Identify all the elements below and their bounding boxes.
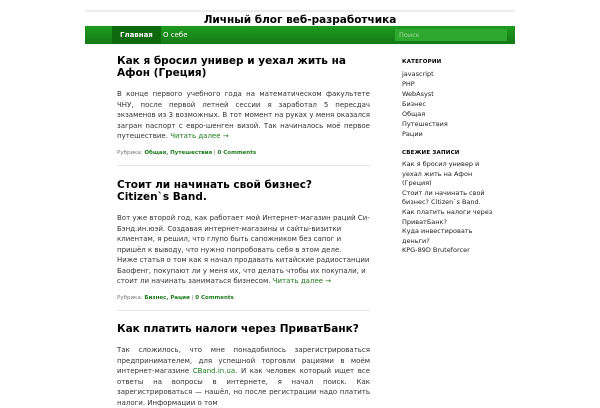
post-meta: Рубрика: Бизнес, Рации | 0 Comments xyxy=(117,294,234,301)
read-more-link[interactable]: Читать далее → xyxy=(272,277,332,285)
read-more-link[interactable]: Читать далее → xyxy=(170,132,229,140)
post-text: Вот уже второй год, как работает мой Интернет-магазин раций Си-Бэнд.ин.юэй. Создавая интернет-магазины и сайты-визитки клиентам, я решил, что глупо быть сапожником без сапог и пришёл к выводу, что нужно попробовать себя в этом деле. xyxy=(117,214,370,254)
post-title-line[interactable]: Как платить налоги через ПриватБанк? xyxy=(117,323,359,335)
site-title[interactable]: Личный блог веб-разработчика xyxy=(203,14,397,26)
sidebar xyxy=(402,59,512,256)
recent-posts-widget-title: СВЕЖИЕ ЗАПИСИ xyxy=(402,150,460,156)
category-label: Рубрика: xyxy=(117,294,143,301)
post-categories[interactable]: Общая, Путешествия xyxy=(144,149,213,156)
category-link[interactable]: Общая xyxy=(402,110,426,118)
recent-post-link[interactable]: Как я бросил универ и xyxy=(402,160,480,168)
recent-post-link[interactable]: (Греция) xyxy=(402,179,432,188)
post-meta: Рубрика: Общая, Путешествия | 0 Comments xyxy=(117,149,257,156)
recent-posts-list xyxy=(402,160,512,256)
search-input[interactable] xyxy=(395,29,507,41)
category-label: Рубрика: xyxy=(117,149,143,156)
nav-item-home[interactable]: Главная xyxy=(112,26,161,44)
post xyxy=(117,179,370,311)
post-categories[interactable]: Бизнес, Рации xyxy=(144,294,190,301)
post-body xyxy=(117,213,370,287)
main-nav xyxy=(85,26,515,44)
post-title-line[interactable]: Стоит ли начинать свой бизнес? xyxy=(117,179,313,191)
post-divider xyxy=(117,165,370,166)
nav-item-about[interactable]: О себе xyxy=(163,31,188,39)
recent-post-link[interactable]: ПриватБанк? xyxy=(402,217,447,226)
post xyxy=(117,323,370,408)
post-body xyxy=(117,345,370,408)
recent-post-link[interactable]: деньги? xyxy=(402,236,430,245)
recent-post-link[interactable]: KPG-89D Bruteforcer xyxy=(402,246,470,255)
post-title[interactable] xyxy=(117,323,370,335)
post-title-line[interactable]: Citizen`s Band. xyxy=(117,191,207,203)
post-title[interactable] xyxy=(117,179,370,203)
category-link[interactable]: WebAsyst xyxy=(402,90,434,98)
post-title-line[interactable]: Как я бросил универ и уехал жить на xyxy=(117,55,346,67)
post-inline-link[interactable]: CBand.in.ua xyxy=(192,367,236,375)
post xyxy=(117,55,370,166)
recent-post-link[interactable]: Стоит ли начинать свой xyxy=(402,188,485,197)
recent-post-link[interactable]: уехал жить на Афон xyxy=(402,169,473,178)
categories-widget-title: КАТЕГОРИИ xyxy=(402,59,442,65)
post-title-line[interactable]: Афон (Греция) xyxy=(117,67,207,79)
post-body xyxy=(117,89,370,142)
category-link[interactable]: javascript xyxy=(402,70,434,78)
top-divider xyxy=(85,10,515,12)
post-text: Ниже статья о том как я начал продавать китайские радиостанции Баофенг, покупают ли у меня их, что делать чтобы их покупали, и стоит ли начинать заниматься бизнесом. xyxy=(117,256,370,285)
comments-link[interactable]: 0 Comments xyxy=(195,294,234,301)
category-link[interactable]: PHP xyxy=(402,80,415,88)
category-link[interactable]: Путешествия xyxy=(402,120,448,128)
recent-post-link[interactable]: бизнес? Citizen`s Band. xyxy=(402,198,481,207)
recent-post-link[interactable]: Как платить налоги через xyxy=(402,207,493,216)
post-title[interactable] xyxy=(117,55,370,79)
post-text: Так сложилось, что мне понадобилось зарегистрироваться предпринимателем, для успешной торговли рациями в моём интернет-магазине xyxy=(117,346,370,375)
category-link[interactable]: Бизнес xyxy=(402,100,426,108)
post-text: В конце первого учебного года на математическом факультете ЧНУ, после первой летней сессии я заработал 5 пересдач экзаменов из 3 возможных. В тот момент на руках у меня оказался загран паспорт с евро-шенген визой. Так начиналось моё первое путешествие. xyxy=(117,90,370,140)
categories-list xyxy=(402,69,512,139)
category-link[interactable]: Рации xyxy=(402,130,423,138)
post-divider xyxy=(117,310,370,311)
recent-post-link[interactable]: Куда инвестировать xyxy=(402,227,473,236)
comments-link[interactable]: 0 Comments xyxy=(217,149,257,156)
post-text: . И как человек который ищет все ответы на вопросы в интернете, я начал поиск. Как зарегистрироваться — нашёл, но после регистрации надо платить налоги. Информации о том xyxy=(117,367,370,407)
